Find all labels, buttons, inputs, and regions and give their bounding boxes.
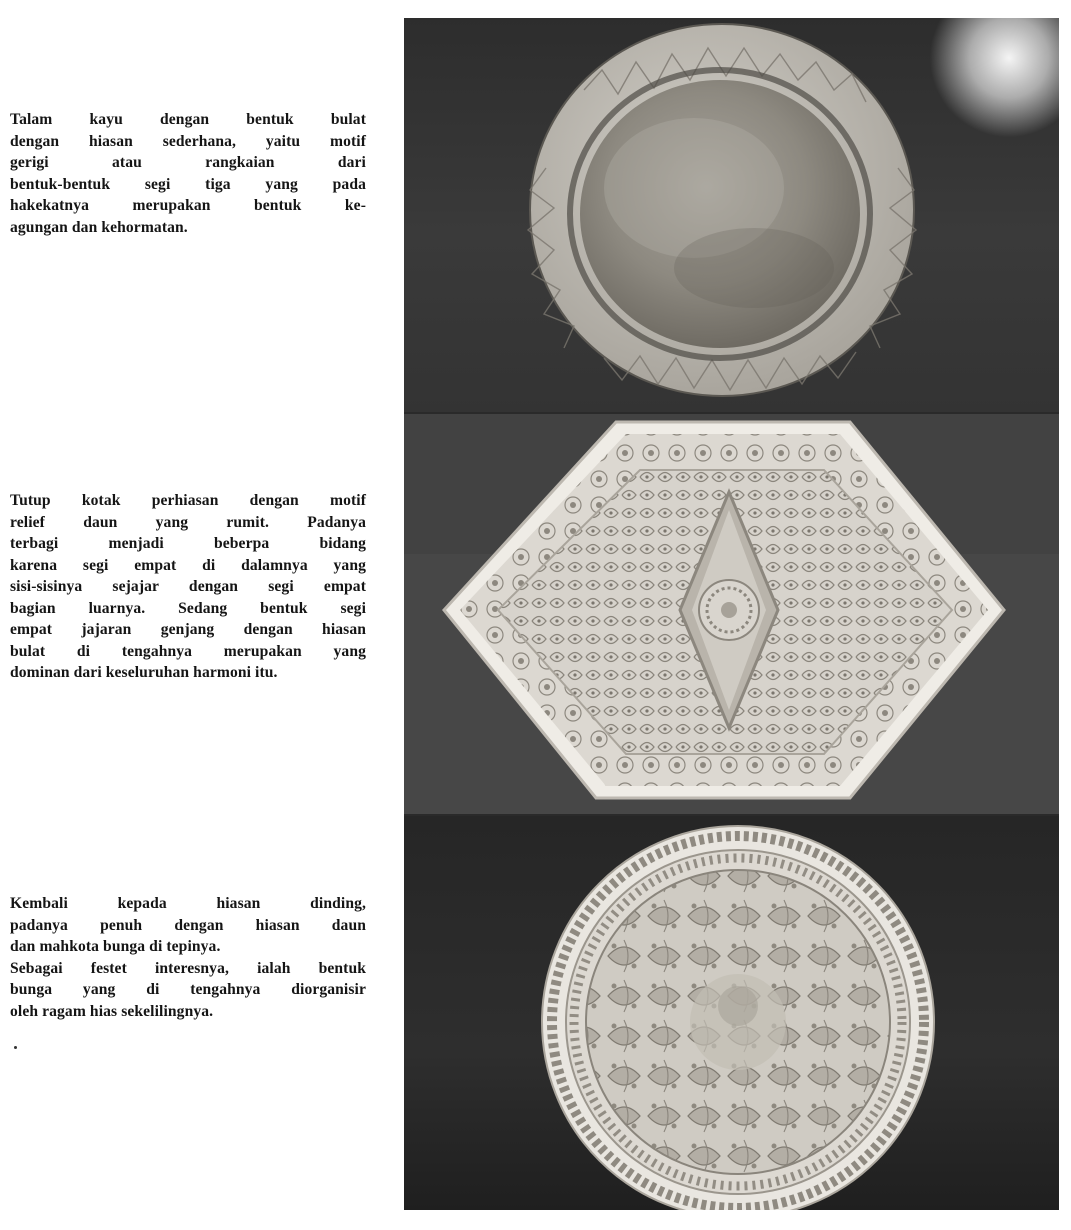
caption-line: padanya penuh dengan hiasan daun <box>10 916 366 934</box>
caption-line: sisi-sisinya sejajar dengan segi empat <box>10 578 366 595</box>
print-speck <box>14 1046 17 1049</box>
caption-line: relief daun yang rumit. Padanya <box>10 513 366 531</box>
caption-line: bunga yang di tengahnya diorganisir <box>10 981 366 998</box>
hexagonal-lid-photo <box>404 414 1059 814</box>
caption-line: Sebagai festet interesnya, ialah bentuk <box>10 959 366 977</box>
caption-line: Talam kayu dengan bentuk bulat <box>10 111 366 128</box>
caption-hexagonal-lid <box>10 490 366 684</box>
carved-disc-image <box>404 816 1059 1210</box>
caption-line: terbagi menjadi beberpa bidang <box>10 535 366 552</box>
caption-line: bagian luarnya. Sedang bentuk segi <box>10 599 366 617</box>
caption-line: hakekatnya merupakan bentuk ke- <box>10 197 366 214</box>
hexagonal-lid-image <box>404 414 1059 814</box>
caption-line: dan mahkota bunga di tepinya. <box>10 938 221 955</box>
caption-line: bentuk-bentuk segi tiga yang pada <box>10 175 366 193</box>
photo-column <box>404 18 1059 1210</box>
round-tray-photo <box>404 18 1059 412</box>
caption-round-tray <box>10 109 366 238</box>
carved-disc-photo <box>404 816 1059 1210</box>
caption-line: Tutup kotak perhiasan dengan motif <box>10 492 366 509</box>
caption-line: gerigi atau rangkaian dari <box>10 154 366 171</box>
caption-line: dengan hiasan sederhana, yaitu motif <box>10 132 366 150</box>
caption-line: bulat di tengahnya merupakan yang <box>10 642 366 660</box>
caption-line: Kembali kepada hiasan dinding, <box>10 895 366 912</box>
caption-line: dominan dari keseluruhan harmoni itu. <box>10 664 278 681</box>
caption-line: oleh ragam hias sekelilingnya. <box>10 1002 214 1020</box>
caption-carved-disc <box>10 893 366 1022</box>
caption-line: agungan dan kehormatan. <box>10 218 188 236</box>
caption-line: empat jajaran genjang dengan hiasan <box>10 621 366 638</box>
caption-line: karena segi empat di dalamnya yang <box>10 556 366 574</box>
